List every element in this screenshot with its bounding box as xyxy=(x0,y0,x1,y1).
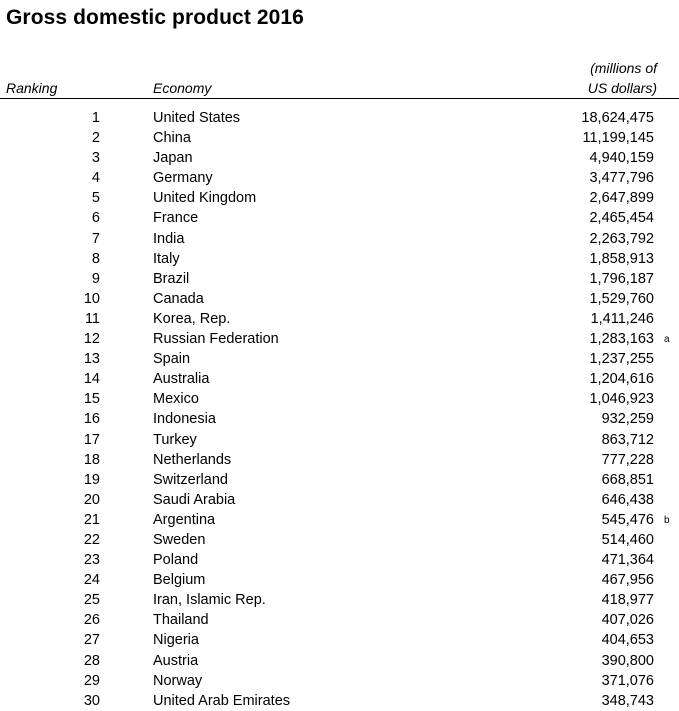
table-row xyxy=(0,269,679,289)
economy-cell: Poland xyxy=(153,552,199,569)
footnote-marker: a xyxy=(664,334,670,346)
rank-cell: 1 xyxy=(91,110,100,126)
gdp-value-cell: 4,940,159 xyxy=(589,150,654,167)
rank-cell: 17 xyxy=(83,431,100,448)
economy-cell: Switzerland xyxy=(153,471,228,488)
rank-cell: 28 xyxy=(83,652,100,669)
header-divider xyxy=(0,98,679,99)
economy-cell: Argentina xyxy=(153,511,216,528)
rank-cell: 5 xyxy=(91,190,100,207)
economy-cell: Spain xyxy=(153,351,191,368)
rank-cell: 30 xyxy=(83,692,100,709)
economy-cell: Netherlands xyxy=(153,451,232,468)
gdp-value-cell: 3,477,796 xyxy=(589,170,654,187)
gdp-value-cell: 404,653 xyxy=(601,632,654,649)
table-row xyxy=(0,188,679,208)
table-row xyxy=(0,369,679,389)
column-header-value-line1: (millions of xyxy=(590,60,657,76)
rank-cell: 21 xyxy=(83,511,100,528)
table-row xyxy=(0,208,679,228)
rank-cell: 12 xyxy=(83,331,100,348)
economy-cell: Austria xyxy=(153,652,199,669)
economy-cell: China xyxy=(153,130,191,147)
table-row xyxy=(0,550,679,570)
gdp-value-cell: 471,364 xyxy=(601,552,654,569)
gdp-value-cell: 1,237,255 xyxy=(589,351,654,368)
table-row xyxy=(0,651,679,671)
table-row xyxy=(0,530,679,550)
table-row xyxy=(0,470,679,490)
rank-cell: 3 xyxy=(91,150,100,167)
table-row xyxy=(0,510,679,530)
gdp-value-cell: 1,796,187 xyxy=(589,270,654,287)
gdp-value-cell: 1,529,760 xyxy=(589,290,654,307)
rank-cell: 25 xyxy=(83,592,100,609)
economy-cell: Indonesia xyxy=(153,411,216,428)
gdp-value-cell: 1,204,616 xyxy=(589,371,654,388)
gdp-value-cell: 1,858,913 xyxy=(589,250,654,267)
economy-cell: Japan xyxy=(153,150,193,167)
rank-cell: 23 xyxy=(83,552,100,569)
rank-cell: 20 xyxy=(83,491,100,508)
economy-cell: Iran, Islamic Rep. xyxy=(153,592,266,609)
table-row xyxy=(0,309,679,329)
rank-cell: 18 xyxy=(83,451,100,468)
economy-cell: Australia xyxy=(153,371,210,388)
table-row xyxy=(0,409,679,429)
table-row xyxy=(0,450,679,470)
rank-cell: 22 xyxy=(83,531,100,548)
economy-cell: Korea, Rep. xyxy=(153,310,231,327)
table-row xyxy=(0,590,679,610)
rank-cell: 16 xyxy=(83,411,100,428)
gdp-value-cell: 2,647,899 xyxy=(589,190,654,207)
gdp-value-cell: 863,712 xyxy=(601,431,654,448)
economy-cell: Thailand xyxy=(153,612,209,629)
economy-cell: Mexico xyxy=(153,391,199,408)
gdp-value-cell: 2,263,792 xyxy=(589,230,654,247)
economy-cell: Saudi Arabia xyxy=(153,491,236,508)
table-row xyxy=(0,691,679,711)
rank-cell: 14 xyxy=(83,371,100,388)
rank-cell: 11 xyxy=(84,310,100,327)
economy-cell: India xyxy=(153,230,185,247)
gdp-value-cell: 390,800 xyxy=(601,652,654,669)
gdp-value-cell: 1,411,246 xyxy=(590,310,654,327)
rank-cell: 19 xyxy=(83,471,100,488)
footnote-marker: b xyxy=(664,514,670,526)
gdp-value-cell: 932,259 xyxy=(601,411,654,428)
gdp-value-cell: 467,956 xyxy=(601,572,654,589)
column-header-value-line2: US dollars) xyxy=(587,80,657,96)
gdp-value-cell: 514,460 xyxy=(601,531,654,548)
table-row xyxy=(0,610,679,630)
economy-cell: Belgium xyxy=(153,572,206,589)
table-row xyxy=(0,630,679,650)
economy-cell: Germany xyxy=(153,170,213,187)
table-row xyxy=(0,168,679,188)
rank-cell: 8 xyxy=(91,250,100,267)
column-header-value xyxy=(588,58,657,98)
gdp-value-cell: 348,743 xyxy=(601,692,654,709)
rank-cell: 7 xyxy=(91,230,100,247)
economy-cell: France xyxy=(153,210,199,227)
gdp-value-cell: 18,624,475 xyxy=(581,110,654,126)
table-row xyxy=(0,249,679,269)
table-row xyxy=(0,108,679,128)
economy-cell: Nigeria xyxy=(153,632,199,649)
table-row xyxy=(0,671,679,691)
rank-cell: 26 xyxy=(83,612,100,629)
gdp-value-cell: 2,465,454 xyxy=(589,210,654,227)
column-header-economy: Economy xyxy=(153,80,212,96)
gdp-value-cell: 545,476 xyxy=(601,511,654,528)
economy-cell: Russian Federation xyxy=(153,331,279,348)
table-row xyxy=(0,570,679,590)
economy-cell: United States xyxy=(153,110,241,126)
gdp-value-cell: 418,977 xyxy=(601,592,654,609)
gdp-value-cell: 668,851 xyxy=(601,471,654,488)
rank-cell: 9 xyxy=(91,270,100,287)
gdp-value-cell: 1,283,163 xyxy=(589,331,654,348)
table-row xyxy=(0,329,679,349)
rank-cell: 10 xyxy=(83,290,100,307)
gdp-value-cell: 1,046,923 xyxy=(589,391,654,408)
table-row xyxy=(0,349,679,369)
table-row xyxy=(0,229,679,249)
column-header-ranking: Ranking xyxy=(6,80,58,96)
economy-cell: Turkey xyxy=(153,431,197,448)
economy-cell: Brazil xyxy=(153,270,190,287)
table-row xyxy=(0,128,679,148)
table-row xyxy=(0,148,679,168)
table-row xyxy=(0,289,679,309)
gdp-value-cell: 371,076 xyxy=(601,672,654,689)
table-row xyxy=(0,430,679,450)
economy-cell: Canada xyxy=(153,290,204,307)
rank-cell: 13 xyxy=(83,351,100,368)
economy-cell: Italy xyxy=(153,250,180,267)
rank-cell: 4 xyxy=(91,170,100,187)
page-title: Gross domestic product 2016 xyxy=(6,6,304,29)
gdp-value-cell: 646,438 xyxy=(601,491,654,508)
gdp-value-cell: 407,026 xyxy=(601,612,654,629)
rank-cell: 24 xyxy=(83,572,100,589)
economy-cell: Norway xyxy=(153,672,203,689)
economy-cell: Sweden xyxy=(153,531,206,548)
table-row xyxy=(0,389,679,409)
rank-cell: 15 xyxy=(83,391,100,408)
gdp-table xyxy=(0,108,679,711)
rank-cell: 6 xyxy=(91,210,100,227)
table-row xyxy=(0,490,679,510)
gdp-value-cell: 777,228 xyxy=(601,451,654,468)
rank-cell: 2 xyxy=(91,130,100,147)
rank-cell: 29 xyxy=(83,672,100,689)
rank-cell: 27 xyxy=(83,632,100,649)
gdp-value-cell: 11,199,145 xyxy=(582,130,654,147)
economy-cell: United Kingdom xyxy=(153,190,257,207)
economy-cell: United Arab Emirates xyxy=(153,692,291,709)
